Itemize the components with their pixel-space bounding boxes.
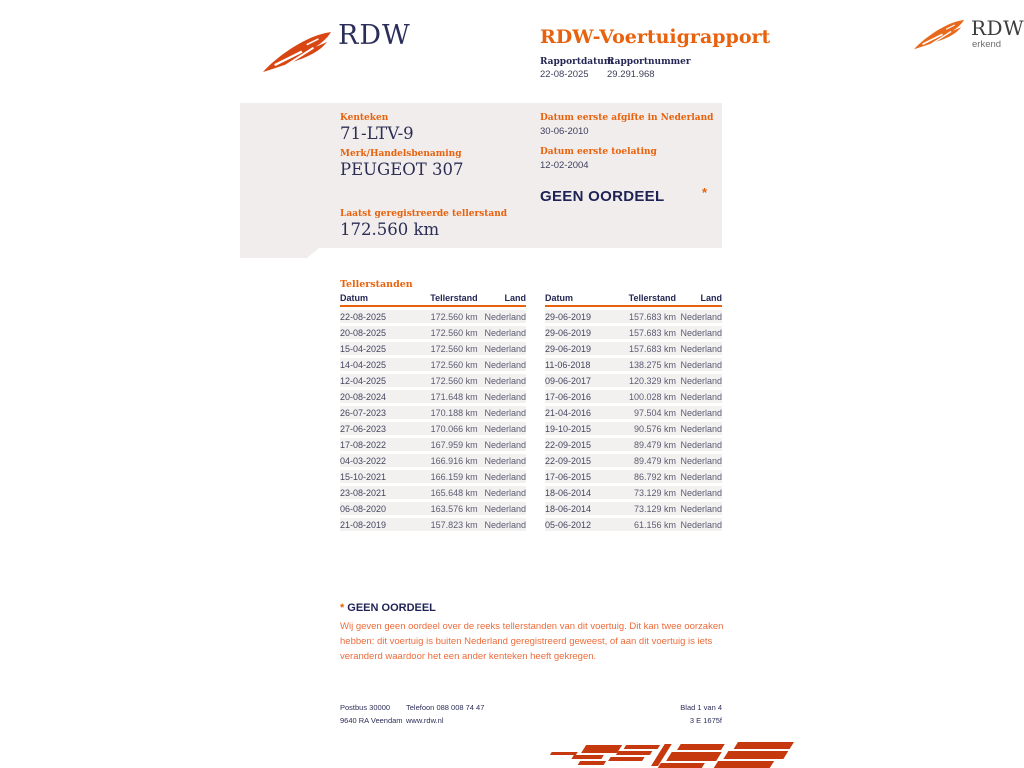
row-country: Nederland: [478, 470, 526, 483]
row-country: Nederland: [676, 326, 722, 339]
table-row: [340, 310, 526, 323]
row-mileage: 120.329 km: [616, 374, 676, 387]
row-date: 11-06-2018: [545, 358, 616, 371]
row-date: 26-07-2023: [340, 406, 414, 419]
merk-label: Merk/Handelsbenaming: [340, 149, 462, 159]
page-title: RDW-Voertuigrapport: [540, 26, 771, 48]
tables-title: Tellerstanden: [340, 279, 413, 290]
row-country: Nederland: [676, 486, 722, 499]
row-mileage: 90.576 km: [616, 422, 676, 435]
row-date: 19-10-2015: [545, 422, 616, 435]
footer-address: [340, 701, 403, 727]
row-mileage: 73.129 km: [616, 486, 676, 499]
table-row: [545, 454, 722, 467]
row-date: 22-09-2015: [545, 454, 616, 467]
table-row: [545, 342, 722, 355]
row-date: 06-08-2020: [340, 502, 414, 515]
row-mileage: 165.648 km: [414, 486, 477, 499]
summary-box-tab: [240, 248, 319, 258]
row-date: 15-04-2025: [340, 342, 414, 355]
row-country: Nederland: [676, 470, 722, 483]
row-date: 18-06-2014: [545, 502, 616, 515]
table-row: [340, 422, 526, 435]
column-header-tellerstand: Tellerstand: [414, 293, 477, 307]
table-row: [340, 470, 526, 483]
row-country: Nederland: [478, 342, 526, 355]
row-country: Nederland: [478, 518, 526, 531]
row-country: Nederland: [676, 342, 722, 355]
row-country: Nederland: [478, 422, 526, 435]
row-date: 29-06-2019: [545, 342, 616, 355]
footer-form-code: 3 E 1675f: [689, 716, 722, 725]
row-country: Nederland: [676, 518, 722, 531]
row-country: Nederland: [676, 390, 722, 403]
row-mileage: 172.560 km: [414, 326, 477, 339]
row-date: 05-06-2012: [545, 518, 616, 531]
table-row: [545, 502, 722, 515]
odometer-table-left: [340, 290, 526, 534]
row-mileage: 171.648 km: [414, 390, 477, 403]
table-row: [340, 486, 526, 499]
footnote-heading: [340, 602, 436, 614]
row-country: Nederland: [478, 390, 526, 403]
row-country: Nederland: [676, 438, 722, 451]
table-row: [340, 406, 526, 419]
row-country: Nederland: [676, 422, 722, 435]
decorative-stripes-pattern: [548, 742, 796, 768]
table-row: [545, 374, 722, 387]
table-row: [545, 486, 722, 499]
afgifte-label: Datum eerste afgifte in Nederland: [540, 113, 714, 123]
row-country: Nederland: [478, 486, 526, 499]
row-mileage: 170.188 km: [414, 406, 477, 419]
row-country: Nederland: [676, 406, 722, 419]
row-date: 21-08-2019: [340, 518, 414, 531]
rdw-logo-icon: [262, 32, 332, 73]
row-country: Nederland: [478, 454, 526, 467]
table-row: [545, 422, 722, 435]
row-date: 18-06-2014: [545, 486, 616, 499]
row-mileage: 61.156 km: [616, 518, 676, 531]
row-mileage: 157.823 km: [414, 518, 477, 531]
row-mileage: 172.560 km: [414, 342, 477, 355]
row-mileage: 157.683 km: [616, 310, 676, 323]
row-mileage: 89.479 km: [616, 454, 676, 467]
row-date: 17-06-2016: [545, 390, 616, 403]
footnote-body: Wij geven geen oordeel over de reeks tellerstanden van dit voertuig. Dit kan twee oorzaken hebben: dit voertuig is buiten Nederland geregistreerd geweest, of aan dit voertuig is iets veranderd waardoor het een ander kenteken heeft gekregen.: [340, 621, 724, 662]
column-header-tellerstand: Tellerstand: [616, 293, 676, 307]
footer-contact: [406, 701, 484, 727]
table-row: [545, 470, 722, 483]
row-date: 29-06-2019: [545, 310, 616, 323]
row-mileage: 172.560 km: [414, 358, 477, 371]
rdw-erkend-logo: [913, 16, 1023, 66]
row-date: 04-03-2022: [340, 454, 414, 467]
row-country: Nederland: [478, 406, 526, 419]
row-date: 20-08-2025: [340, 326, 414, 339]
row-mileage: 170.066 km: [414, 422, 477, 435]
report-date-value: 22-08-2025: [540, 69, 589, 80]
report-date-label: Rapportdatum: [540, 57, 614, 67]
row-date: 12-04-2025: [340, 374, 414, 387]
row-country: Nederland: [478, 358, 526, 371]
table-header-row: [545, 293, 722, 307]
row-mileage: 166.916 km: [414, 454, 477, 467]
toelating-value: 12-02-2004: [540, 160, 589, 171]
column-header-land: Land: [676, 293, 722, 307]
row-country: Nederland: [478, 438, 526, 451]
row-mileage: 157.683 km: [616, 326, 676, 339]
merk-value: PEUGEOT 307: [340, 160, 464, 179]
row-mileage: 166.159 km: [414, 470, 477, 483]
table-row: [340, 326, 526, 339]
row-date: 14-04-2025: [340, 358, 414, 371]
afgifte-value: 30-06-2010: [540, 126, 589, 137]
row-mileage: 73.129 km: [616, 502, 676, 515]
table-row: [545, 406, 722, 419]
row-mileage: 172.560 km: [414, 374, 477, 387]
kenteken-label: Kenteken: [340, 113, 389, 123]
footnote-asterisk: *: [340, 602, 345, 614]
row-mileage: 89.479 km: [616, 438, 676, 451]
kenteken-value: 71-LTV-9: [340, 124, 414, 143]
table-row: [340, 374, 526, 387]
row-mileage: 163.576 km: [414, 502, 477, 515]
toelating-label: Datum eerste toelating: [540, 147, 657, 157]
row-date: 27-06-2023: [340, 422, 414, 435]
table-row: [340, 390, 526, 403]
table-row: [545, 518, 722, 531]
table-row: [340, 358, 526, 371]
footer-address-line2: 9640 RA Veendam: [340, 716, 403, 725]
verdict-asterisk: *: [702, 185, 708, 200]
row-mileage: 100.028 km: [616, 390, 676, 403]
table-row: [545, 390, 722, 403]
table-row: [340, 502, 526, 515]
column-header-land: Land: [478, 293, 526, 307]
row-date: 22-09-2015: [545, 438, 616, 451]
row-country: Nederland: [676, 310, 722, 323]
row-date: 22-08-2025: [340, 310, 414, 323]
table-row: [340, 438, 526, 451]
report-number-value: 29.291.968: [607, 69, 655, 80]
report-number-label: Rapportnummer: [607, 57, 691, 67]
table-row: [545, 326, 722, 339]
footer-page-indicator: Blad 1 van 4: [680, 703, 722, 712]
row-country: Nederland: [676, 454, 722, 467]
table-row: [545, 358, 722, 371]
row-country: Nederland: [478, 502, 526, 515]
row-country: Nederland: [478, 310, 526, 323]
row-date: 17-06-2015: [545, 470, 616, 483]
row-date: 21-04-2016: [545, 406, 616, 419]
row-country: Nederland: [478, 326, 526, 339]
table-row: [340, 454, 526, 467]
row-mileage: 97.504 km: [616, 406, 676, 419]
row-date: 23-08-2021: [340, 486, 414, 499]
row-country: Nederland: [478, 374, 526, 387]
table-header-row: [340, 293, 526, 307]
row-country: Nederland: [676, 502, 722, 515]
rdw-erkend-subtext: erkend: [972, 39, 1002, 50]
odometer-table-right: [545, 290, 722, 534]
column-header-datum: Datum: [340, 293, 414, 307]
table-row: [545, 310, 722, 323]
table-row: [545, 438, 722, 451]
row-date: 20-08-2024: [340, 390, 414, 403]
footer-pagination: [622, 701, 722, 727]
row-date: 15-10-2021: [340, 470, 414, 483]
tellerstand-value: 172.560 km: [340, 220, 440, 239]
tellerstand-label: Laatst geregistreerde tellerstand: [340, 209, 508, 219]
table-row: [340, 518, 526, 531]
vehicle-summary-box: [240, 103, 722, 248]
footer-phone: Telefoon 088 008 74 47: [406, 703, 485, 712]
row-country: Nederland: [676, 358, 722, 371]
row-date: 09-06-2017: [545, 374, 616, 387]
row-mileage: 172.560 km: [414, 310, 477, 323]
row-mileage: 167.959 km: [414, 438, 477, 451]
row-mileage: 138.275 km: [616, 358, 676, 371]
table-row: [340, 342, 526, 355]
row-date: 29-06-2019: [545, 326, 616, 339]
rdw-wordmark: RDW: [338, 20, 411, 51]
row-country: Nederland: [676, 374, 722, 387]
row-date: 17-08-2022: [340, 438, 414, 451]
rdw-erkend-wordmark: RDW: [971, 16, 1024, 40]
row-mileage: 157.683 km: [616, 342, 676, 355]
row-mileage: 86.792 km: [616, 470, 676, 483]
footer-address-line1: Postbus 30000: [340, 703, 391, 712]
column-header-datum: Datum: [545, 293, 616, 307]
footer-website: www.rdw.nl: [406, 716, 444, 725]
verdict-text: GEEN OORDEEL: [540, 188, 665, 205]
rdw-erkend-feather-icon: [913, 20, 965, 50]
footnote-heading-text: GEEN OORDEEL: [347, 602, 436, 614]
